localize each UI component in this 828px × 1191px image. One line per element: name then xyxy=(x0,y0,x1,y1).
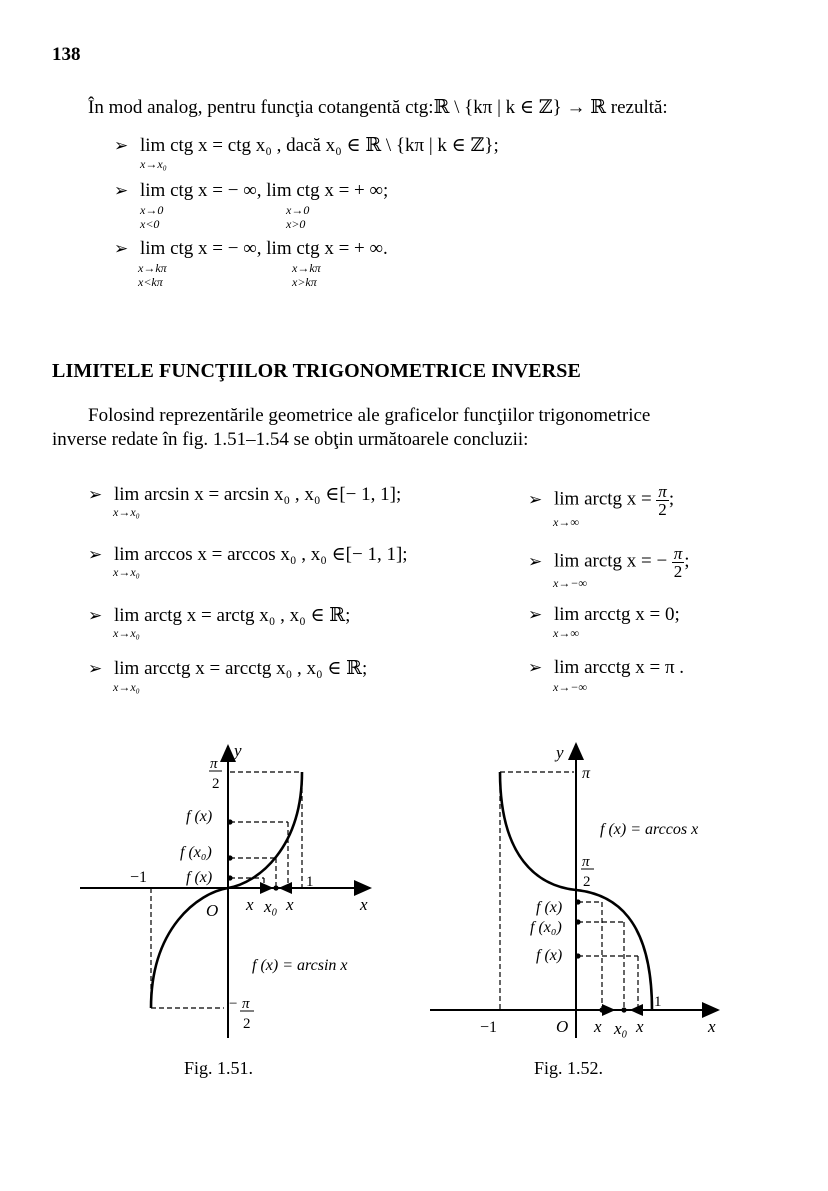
half-pi-label: π xyxy=(582,854,590,870)
cot-limit-item xyxy=(114,180,388,202)
limit-subscript: x→−∞ xyxy=(553,680,587,694)
fraction: $\frac{\pi}{2}$ xyxy=(658,482,667,519)
x0-tick-label: x₀ xyxy=(614,1019,628,1038)
inverse-limit-item xyxy=(528,604,680,626)
y-axis-label: y xyxy=(234,741,242,760)
inverse-limit-item: ➢ lim arctg x = − $\frac{\pi}{2}$ ; xyxy=(528,544,690,581)
bullet-arrow-icon: ➢ xyxy=(114,136,129,155)
inverse-limit-item xyxy=(88,543,408,566)
fx0-label: f (x₀) xyxy=(180,844,212,861)
cot-limit-text: lim ctg x = ctg x₀ , dacă x₀ ∈ ℝ \ {kπ | k ∈ ℤ}; xyxy=(140,135,499,156)
inverse-limit-item xyxy=(88,483,401,506)
origin-label: O xyxy=(556,1017,569,1036)
limit-subscript: x→x₀ xyxy=(140,157,167,171)
figure-caption: Fig. 1.52. xyxy=(534,1058,604,1078)
bullet-arrow-icon: ➢ xyxy=(114,181,129,200)
limit-subscript: x→∞ xyxy=(553,626,579,640)
fx-label-lower: f (x) xyxy=(536,947,563,964)
limit-subscript: x>0 xyxy=(286,217,306,231)
pi-label: π xyxy=(582,765,591,782)
bullet-arrow-icon: ➢ xyxy=(528,551,543,571)
limit-subscript: x→x₀ xyxy=(113,626,140,640)
one-label: 1 xyxy=(654,994,662,1010)
bullet-arrow-icon: ➢ xyxy=(88,485,103,504)
y-axis-label: y xyxy=(556,743,564,762)
figure-arcsin-graph xyxy=(78,738,388,1050)
bullet-arrow-icon: ➢ xyxy=(88,659,103,678)
guide-lines xyxy=(500,772,638,1010)
x-axis-label: x xyxy=(708,1017,716,1036)
neg-half-pi-label: π xyxy=(242,996,250,1012)
inverse-limit-text: lim arcctg x = 0; xyxy=(554,604,680,625)
inverse-limit-text: lim arcctg x = π . xyxy=(554,657,685,678)
minus-one-label: −1 xyxy=(130,869,148,886)
inverse-limit-item xyxy=(528,657,684,679)
bullet-arrow-icon: ➢ xyxy=(528,489,543,509)
limit-subscript: x<kπ xyxy=(138,275,163,289)
section-paragraph-line1: Folosind reprezentările geometrice ale graficelor funcţiilor trigonometrice xyxy=(88,405,651,426)
half-pi-den: 2 xyxy=(583,874,591,890)
x-tick-label-right: x xyxy=(636,1017,644,1036)
origin-label: O xyxy=(206,901,219,920)
limit-subscript: x→kπ xyxy=(138,261,167,275)
half-pi-label: π xyxy=(210,756,218,772)
neg-half-pi-minus: − xyxy=(229,996,238,1012)
inverse-limit-text: lim arctg x = xyxy=(554,488,652,510)
limit-subscript: x→x₀ xyxy=(113,565,140,579)
fx-label-upper: f (x) xyxy=(536,899,563,916)
limit-subscript: x→kπ xyxy=(292,261,321,275)
cot-limit-text: lim ctg x = − ∞, lim ctg x = + ∞. xyxy=(140,238,388,259)
limit-subscript: x→∞ xyxy=(553,515,579,529)
section-paragraph-line2: inverse redate în fig. 1.51–1.54 se obţin următoarele concluzii: xyxy=(52,429,529,450)
figure-caption: Fig. 1.51. xyxy=(184,1058,254,1078)
fraction: $\frac{\pi}{2}$ xyxy=(673,544,683,581)
bullet-arrow-icon: ➢ xyxy=(88,606,103,625)
inverse-limit-item xyxy=(88,657,367,680)
one-label: 1 xyxy=(306,874,314,890)
limit-subscript: x→0 xyxy=(286,203,310,217)
limit-subscript: x<0 xyxy=(140,217,160,231)
figure-arccos-graph xyxy=(428,738,728,1048)
inverse-limit-text: lim arccos x = arccos x₀ , x₀ ∈[− 1, 1]; xyxy=(114,544,408,565)
page-number: 138 xyxy=(52,44,81,65)
cot-limit-item xyxy=(114,238,388,260)
minus-one-label: −1 xyxy=(480,1019,498,1036)
fx-label-upper: f (x) xyxy=(186,808,213,825)
x0-tick-label: x₀ xyxy=(264,897,278,916)
limit-subscript: x→x₀ xyxy=(113,505,140,519)
function-label: f (x) = arccos x xyxy=(600,821,699,838)
limit-subscript: x>kπ xyxy=(292,275,317,289)
section-heading: LIMITELE FUNCŢIILOR TRIGONOMETRICE INVERSE xyxy=(52,360,581,382)
inverse-limit-text: lim arcsin x = arcsin x₀ , x₀ ∈[− 1, 1]; xyxy=(114,484,402,505)
neg-half-pi-den: 2 xyxy=(243,1016,251,1032)
bullet-arrow-icon: ➢ xyxy=(114,239,129,258)
fx-label-lower: f (x) xyxy=(186,869,213,886)
function-label: f (x) = arcsin x xyxy=(252,957,348,974)
x-tick-label-right: x xyxy=(286,895,294,914)
bullet-arrow-icon: ➢ xyxy=(528,605,543,624)
limit-subscript: x→0 xyxy=(140,203,164,217)
x-tick-label: x xyxy=(594,1017,602,1036)
bullet-arrow-icon: ➢ xyxy=(528,658,543,677)
bullet-arrow-icon: ➢ xyxy=(88,545,103,564)
inverse-limit-item: ➢ lim arctg x = $\frac{\pi}{2}$ ; xyxy=(528,482,675,519)
half-pi-den: 2 xyxy=(212,776,220,792)
limit-subscript: x→x₀ xyxy=(113,680,140,694)
cot-limit-text: lim ctg x = − ∞, lim ctg x = + ∞; xyxy=(140,180,389,201)
cot-intro: În mod analog, pentru funcţia cotangentă ctg:ℝ \ {kπ | k ∈ ℤ} → ℝ rezultă: xyxy=(88,97,668,118)
x-tick-label: x xyxy=(246,895,254,914)
inverse-limit-text: lim arctg x = − xyxy=(554,550,668,572)
inverse-limit-text: lim arcctg x = arcctg x₀ , x₀ ∈ ℝ; xyxy=(114,658,368,679)
fx0-label: f (x₀) xyxy=(530,919,562,936)
limit-subscript: x→−∞ xyxy=(553,576,587,590)
inverse-limit-item xyxy=(88,604,350,627)
inverse-limit-text: lim arctg x = arctg x₀ , x₀ ∈ ℝ; xyxy=(114,605,351,626)
x-axis-label: x xyxy=(360,895,368,914)
graph-points xyxy=(227,819,290,890)
cot-limit-item xyxy=(114,134,499,157)
